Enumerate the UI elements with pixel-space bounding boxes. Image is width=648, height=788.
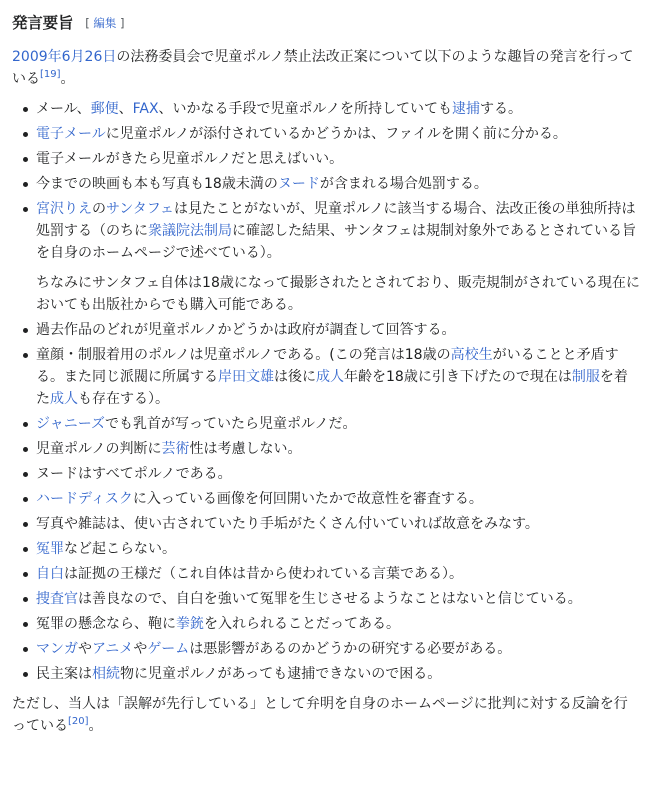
section-title: 発言要旨: [12, 14, 74, 32]
link-jihaku[interactable]: 自白: [36, 566, 64, 582]
list-item: 冤罪の懸念なら、鞄に拳銃を入れられることだってある。: [36, 613, 640, 635]
link-santa-fe[interactable]: サンタフェ: [106, 201, 175, 217]
list-item: 写真や雑誌は、使い古されていたり手垢がたくさん付いていれば故意をみなす。: [36, 513, 640, 535]
list-item: 冤罪など起こらない。: [36, 538, 640, 560]
link-seifuku[interactable]: 制服: [571, 369, 600, 385]
link-nude[interactable]: ヌード: [277, 176, 320, 192]
link-date[interactable]: 2009年6月26日: [12, 49, 117, 65]
link-sousakan[interactable]: 捜査官: [36, 591, 78, 607]
link-fax[interactable]: FAX: [132, 101, 159, 117]
link-shugiin-hoseikyoku[interactable]: 衆議院法制局: [148, 223, 232, 239]
list-item: ハードディスクに入っている画像を何回開いたかで故意性を審査する。: [36, 488, 640, 510]
link-anime[interactable]: アニメ: [92, 641, 134, 657]
list-item: ヌードはすべてポルノである。: [36, 463, 640, 485]
link-game[interactable]: ゲーム: [147, 641, 190, 657]
list-item: 電子メールがきたら児童ポルノだと思えばいい。: [36, 148, 640, 170]
link-hard-disk[interactable]: ハードディスク: [36, 491, 133, 507]
list-item: 電子メールに児童ポルノが添付されているかどうかは、ファイルを開く前に分かる。: [36, 123, 640, 145]
link-kishida-fumio[interactable]: 岸田文雄: [218, 369, 274, 385]
article-section: [12, 12, 640, 737]
reference-20[interactable]: [20]: [68, 716, 89, 727]
edit-section-link[interactable]: [ 編集 ]: [85, 16, 125, 30]
link-taiho[interactable]: 逮捕: [452, 101, 480, 117]
list-item: 捜査官は善良なので、自白を強いて冤罪を生じさせるようなことはないと信じている。: [36, 588, 640, 610]
list-item: 過去作品のどれが児童ポルノかどうかは政府が調査して回答する。: [36, 319, 640, 341]
list-item: ジャニーズでも乳首が写っていたら児童ポルノだ。: [36, 413, 640, 435]
link-koukousei[interactable]: 高校生: [450, 347, 493, 363]
link-geijutsu[interactable]: 芸術: [161, 441, 190, 457]
reference-19[interactable]: [19]: [40, 69, 61, 80]
closing-paragraph: ただし、当人は「誤解が先行している」として弁明を自身のホームページに批判に対する反論を行っている[20]。: [12, 696, 628, 734]
list-item: 今までの映画も本も写真も18歳未満のヌードが含まれる場合処罰する。: [36, 173, 640, 195]
list-item: 宮沢りえのサンタフェは見たことがないが、児童ポルノに該当する場合、法改正後の単独所持は処罰する（のちに衆議院法制局に確認した結果、サンタフェは規制対象外であるとされている旨を自身のホームページで述べている）。 ちなみにサンタフェ自体は18歳になって撮影されたとされており、販売規制がされている現在においても出版社からでも購入可能である。: [36, 198, 640, 316]
section-heading: [12, 12, 640, 38]
list-item: 民主案は相続物に児童ポルノがあっても逮捕できないので困る。: [36, 663, 640, 685]
link-souzoku[interactable]: 相続: [92, 666, 120, 682]
link-manga[interactable]: マンガ: [36, 641, 78, 657]
list-item: 児童ポルノの判断に芸術性は考慮しない。: [36, 438, 640, 460]
link-kenjuu[interactable]: 拳銃: [176, 616, 204, 632]
list-item: 自白は証拠の王様だ（これ自体は昔から使われている言葉である）。: [36, 563, 640, 585]
link-seijin[interactable]: 成人: [316, 369, 344, 385]
link-yubin[interactable]: 郵便: [90, 101, 119, 117]
list-item: メール、郵便、FAX、いかなる手段で児童ポルノを所持していても逮捕する。: [36, 98, 640, 120]
edit-link[interactable]: 編集: [93, 16, 117, 30]
link-email[interactable]: 電子メール: [36, 126, 106, 142]
link-enzai[interactable]: 冤罪: [36, 541, 64, 557]
list-item: マンガやアニメやゲームは悪影響があるのかどうかの研究する必要がある。: [36, 638, 640, 660]
statement-list: [12, 98, 640, 685]
link-miyazawa-rie[interactable]: 宮沢りえ: [36, 201, 92, 217]
link-seijin-2[interactable]: 成人: [50, 391, 78, 407]
list-item-note: ちなみにサンタフェ自体は18歳になって撮影されたとされており、販売規制がされている現在においても出版社からでも購入可能である。: [36, 275, 640, 313]
link-johnnys[interactable]: ジャニーズ: [36, 416, 106, 432]
list-item: 童顔・制服着用のポルノは児童ポルノである。(この発言は18歳の高校生がいることと矛盾する。また同じ派閥に所属する岸田文雄は後に成人年齢を18歳に引き下げたので現在は制服を着た成人も存在する）。: [36, 344, 640, 410]
intro-paragraph: 2009年6月26日の法務委員会で児童ポルノ禁止法改正案について以下のような趣旨の発言を行っている[19]。: [12, 49, 634, 87]
